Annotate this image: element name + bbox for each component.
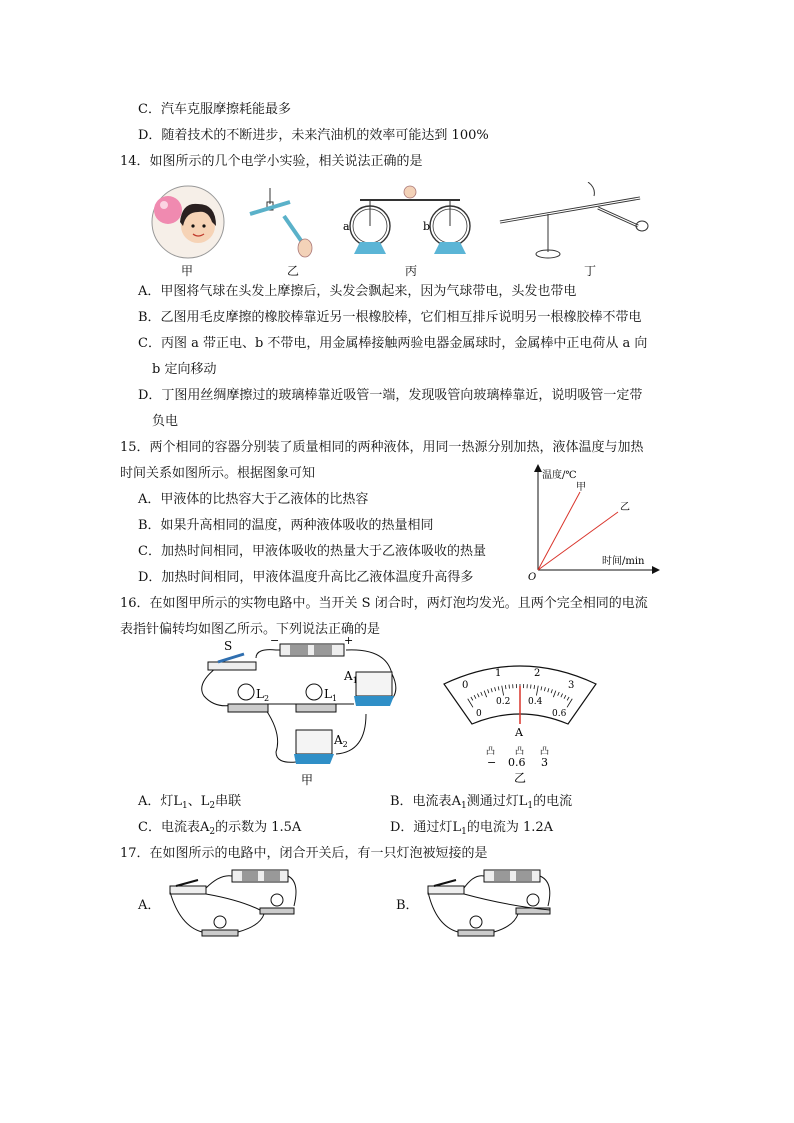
switch-label: S <box>224 639 233 653</box>
origin-label: O <box>528 572 537 583</box>
q17-option-b-label: B． <box>396 898 419 913</box>
svg-text:凸: 凸 <box>486 747 496 757</box>
circuit-caption: 甲 <box>301 773 314 787</box>
q16-circuit-figure <box>196 634 416 794</box>
q16-option-a: A．灯$L_1$、$L_2$串联 <box>138 794 242 811</box>
q14-stem: 14．如图所示的几个电学小实验，相关说法正确的是 <box>120 154 423 169</box>
q15-option-d: D．加热时间相同，甲液体温度升高比乙液体温度升高得多 <box>138 570 474 585</box>
outer-tick-3: 3 <box>568 680 575 691</box>
q14-option-c-line2: b 定向移动 <box>152 362 217 377</box>
electroscope-b-label: b <box>423 220 431 233</box>
dial-unit: A <box>515 726 523 739</box>
q13-option-d: D．随着技术的不断进步，未来汽油机的效率可能达到 100% <box>138 128 489 143</box>
dial-caption: 乙 <box>514 771 527 785</box>
bulb-l1-label: $L_1$ <box>324 687 338 703</box>
q14-caption-bing: 丙 <box>405 264 418 278</box>
q15-option-c: C．加热时间相同，甲液体吸收的热量大于乙液体吸收的热量 <box>138 544 486 559</box>
line-jia <box>538 492 580 570</box>
q17-option-a-label: A． <box>138 898 161 913</box>
q17-stem: 17．在如图所示的电路中，闭合开关后，有一只灯泡被短接的是 <box>120 846 488 861</box>
q15-option-a: A．甲液体的比热容大于乙液体的比热容 <box>138 492 369 507</box>
inner-tick-2: 0.4 <box>528 697 543 707</box>
q16-option-c: C．电流表$A_2$的示数为 1.5A <box>138 820 302 837</box>
q14-caption-yi: 乙 <box>287 264 300 278</box>
battery-minus: − <box>270 634 280 647</box>
q16-option-d: D．通过灯$L_1$的电流为 1.2A <box>390 820 554 837</box>
ammeter-a1-label: $A_1$ <box>344 669 358 685</box>
terminal-3: 3 <box>541 756 548 769</box>
battery-plus: + <box>344 634 354 647</box>
outer-tick-0: 0 <box>462 680 469 691</box>
q15-stem-line1: 15．两个相同的容器分别装了质量相同的两种液体，用同一热源分别加热，液体温度与加热 <box>120 440 644 455</box>
ammeter-a2-label: $A_2$ <box>334 733 348 749</box>
girl-balloon-figure <box>152 186 224 258</box>
q16-option-b: B．电流表$A_1$测通过灯$L_1$的电流 <box>390 794 573 811</box>
q15-option-b: B．如果升高相同的温度，两种液体吸收的热量相同 <box>138 518 434 533</box>
svg-text:凸: 凸 <box>540 747 550 757</box>
q16-ammeter-dial <box>440 654 600 786</box>
q14-option-a: A．甲图将气球在头发上摩擦后，头发会飘起来，因为气球带电，头发也带电 <box>138 284 577 299</box>
electroscope-a-label: a <box>343 220 350 233</box>
q14-caption-jia: 甲 <box>181 264 194 278</box>
q14-caption-ding: 丁 <box>584 264 597 278</box>
terminal-0-6: 0.6 <box>508 756 526 769</box>
straw-figure <box>500 182 648 258</box>
q17-circuit-a <box>160 866 310 944</box>
rubber-rods-figure <box>250 188 312 257</box>
q16-stem-line1: 16．在如图甲所示的实物电路中。当开关 S 闭合时，两灯泡均发光。且两个完全相同的电流 <box>120 596 648 611</box>
inner-tick-0: 0 <box>476 709 482 719</box>
terminal-minus: − <box>487 756 497 769</box>
y-axis-label: 温度/℃ <box>542 470 577 481</box>
q16-stem-line2: 表指针偏转均如图乙所示。下列说法正确的是 <box>120 622 381 637</box>
line-yi-label: 乙 <box>620 502 630 513</box>
q15-stem-line2: 时间关系如图所示。根据图象可知 <box>120 466 316 481</box>
inner-tick-1: 0.2 <box>496 697 511 707</box>
q14-option-b: B．乙图用毛皮摩擦的橡胶棒靠近另一根橡胶棒，它们相互排斥说明另一根橡胶棒不带电 <box>138 310 642 325</box>
svg-text:凸: 凸 <box>515 747 525 757</box>
inner-tick-3: 0.6 <box>552 709 567 719</box>
line-jia-label: 甲 <box>576 482 586 493</box>
q13-option-c: C．汽车克服摩擦耗能最多 <box>138 102 291 117</box>
q14-option-d-line2: 负电 <box>152 414 179 429</box>
outer-tick-1: 1 <box>495 668 502 679</box>
q15-temperature-graph <box>522 462 662 584</box>
q14-option-c-line1: C．丙图 a 带正电、b 不带电，用金属棒接触两验电器金属球时，金属棒中正电荷从 a 向 <box>138 336 648 351</box>
q14-option-d-line1: D．丁图用丝绸摩擦过的玻璃棒靠近吸管一端，发现吸管向玻璃棒靠近，说明吸管一定带 <box>138 388 643 403</box>
electroscopes-figure <box>343 186 470 254</box>
q14-figures <box>150 182 670 262</box>
outer-tick-2: 2 <box>534 668 541 679</box>
bulb-l2-label: $L_2$ <box>256 687 270 703</box>
q17-circuit-b <box>418 866 568 944</box>
x-axis-label: 时间/min <box>602 556 645 567</box>
